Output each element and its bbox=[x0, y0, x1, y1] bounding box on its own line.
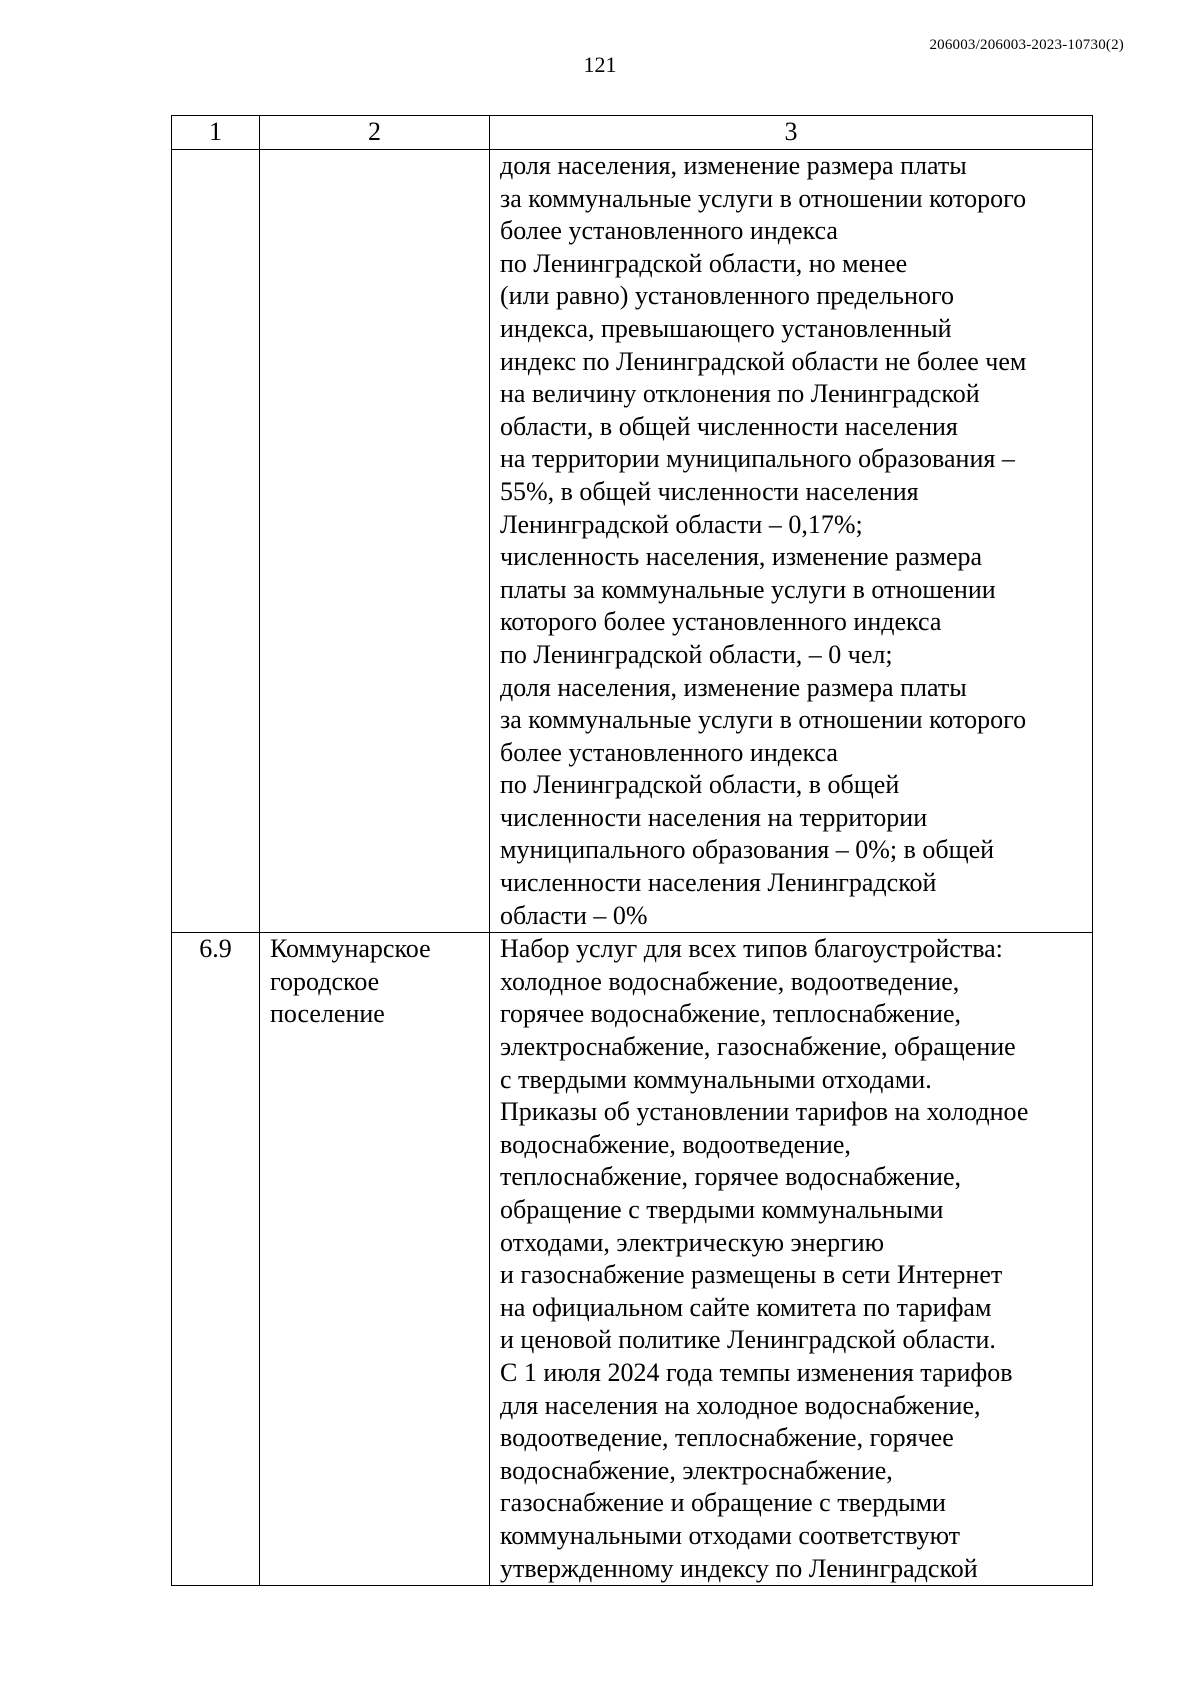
text-line: теплоснабжение, горячее водоснабжение, bbox=[500, 1162, 962, 1192]
text-line: (или равно) установленного предельного bbox=[500, 281, 954, 311]
text-line: Коммунарское bbox=[270, 934, 431, 964]
text-line: и газоснабжение размещены в сети Интернет bbox=[500, 1260, 1003, 1290]
text-line: водоснабжение, водоотведение, bbox=[500, 1129, 851, 1159]
text-line: более установленного индекса bbox=[500, 737, 838, 767]
text-line: электроснабжение, газоснабжение, обращение bbox=[500, 1032, 1016, 1062]
settlement-name-cell bbox=[260, 933, 490, 1586]
text-line: С 1 июля 2024 года темпы изменения тарифов bbox=[500, 1357, 1013, 1387]
row-number-cell: 6.9 bbox=[172, 933, 260, 1586]
text-line: холодное водоснабжение, водоотведение, bbox=[500, 966, 960, 996]
description-cell bbox=[490, 150, 1093, 933]
settlement-name-cell bbox=[260, 150, 490, 933]
text-line: на величину отклонения по Ленинградской bbox=[500, 379, 980, 409]
text-line: по Ленинградской области, – 0 чел; bbox=[500, 639, 893, 669]
table-header-row bbox=[172, 116, 1093, 150]
text-line: платы за коммунальные услуги в отношении bbox=[500, 574, 996, 604]
text-line: газоснабжение и обращение с твердыми bbox=[500, 1488, 946, 1518]
text-line: муниципального образования – 0%; в общей bbox=[500, 835, 995, 865]
text-line: Приказы об установлении тарифов на холодное bbox=[500, 1097, 1029, 1127]
text-line: численность населения, изменение размера bbox=[500, 542, 983, 572]
text-line: поселение bbox=[270, 999, 385, 1029]
column-header: 1 bbox=[172, 116, 260, 150]
text-line: численности населения Ленинградской bbox=[500, 868, 937, 898]
text-line: отходами, электрическую энергию bbox=[500, 1227, 885, 1257]
column-header: 3 bbox=[490, 116, 1093, 150]
text-line: доля населения, изменение размера платы bbox=[500, 151, 967, 180]
text-line: по Ленинградской области, но менее bbox=[500, 248, 908, 278]
text-line: которого более установленного индекса bbox=[500, 607, 942, 637]
data-table bbox=[171, 115, 1093, 1586]
text-line: Ленинградской области – 0,17%; bbox=[500, 509, 863, 539]
row-number-cell bbox=[172, 150, 260, 933]
text-line: за коммунальные услуги в отношении которого bbox=[500, 705, 1027, 735]
table-row bbox=[172, 150, 1093, 933]
text-line: городское bbox=[270, 966, 380, 996]
text-line: по Ленинградской области, в общей bbox=[500, 770, 900, 800]
page-number: 121 bbox=[583, 52, 617, 77]
column-header: 2 bbox=[260, 116, 490, 150]
text-line: для населения на холодное водоснабжение, bbox=[500, 1390, 981, 1420]
text-line: за коммунальные услуги в отношении которого bbox=[500, 183, 1027, 213]
text-line: Набор услуг для всех типов благоустройства: bbox=[500, 934, 1003, 964]
text-line: утвержденному индексу по Ленинградской bbox=[500, 1553, 978, 1583]
text-line: области – 0% bbox=[500, 900, 648, 930]
text-line: на территории муниципального образования – bbox=[500, 444, 1015, 474]
table-row bbox=[172, 933, 1093, 1586]
text-line: области, в общей численности населения bbox=[500, 411, 958, 441]
text-line: индекса, превышающего установленный bbox=[500, 313, 952, 343]
description-cell bbox=[490, 933, 1093, 1586]
text-line: более установленного индекса bbox=[500, 216, 838, 246]
text-line: горячее водоснабжение, теплоснабжение, bbox=[500, 999, 962, 1029]
text-line: доля населения, изменение размера платы bbox=[500, 672, 967, 702]
text-line: 55%, в общей численности населения bbox=[500, 476, 919, 506]
text-line: водоотведение, теплоснабжение, горячее bbox=[500, 1423, 954, 1453]
text-line: с твердыми коммунальными отходами. bbox=[500, 1064, 932, 1094]
text-line: коммунальными отходами соответствуют bbox=[500, 1520, 961, 1550]
text-line: на официальном сайте комитета по тарифам bbox=[500, 1292, 992, 1322]
document-id: 206003/206003-2023-10730(2) bbox=[929, 37, 1124, 53]
text-line: водоснабжение, электроснабжение, bbox=[500, 1455, 893, 1485]
text-line: и ценовой политике Ленинградской области. bbox=[500, 1325, 996, 1355]
text-line: обращение с твердыми коммунальными bbox=[500, 1195, 944, 1224]
text-line: численности населения на территории bbox=[500, 802, 928, 832]
text-line: индекс по Ленинградской области не более чем bbox=[500, 346, 1027, 376]
